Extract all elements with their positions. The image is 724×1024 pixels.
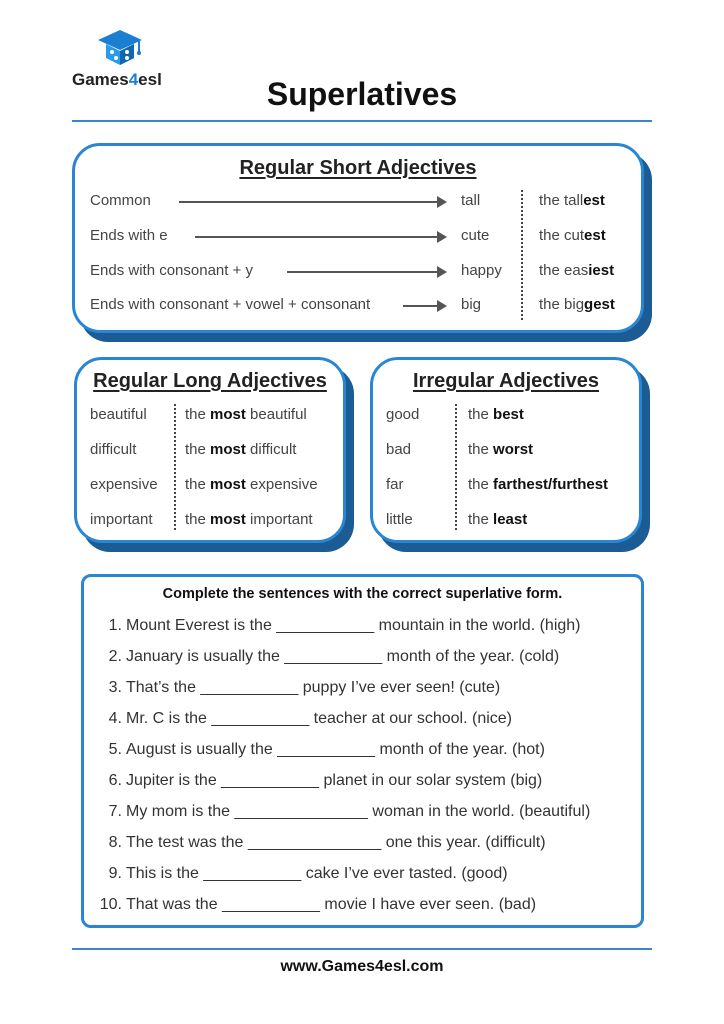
column-divider: [174, 404, 176, 530]
superlative-form: the best: [468, 406, 524, 423]
base-adjective: far: [386, 476, 404, 493]
footer-url: www.Games4esl.com: [280, 958, 444, 975]
base-adjective: important: [90, 511, 153, 528]
arrow-icon: [403, 305, 445, 307]
column-divider: [521, 190, 523, 320]
page-title: Superlatives: [266, 76, 458, 112]
superlative-form: the biggest: [539, 296, 615, 313]
regular-short-title: Regular Short Adjectives: [239, 157, 477, 179]
arrow-icon: [287, 271, 445, 273]
column-divider: [455, 404, 457, 530]
base-adjective: beautiful: [90, 406, 147, 423]
base-adjective: tall: [461, 192, 481, 209]
base-adjective: good: [386, 406, 420, 423]
regular-long-box: [74, 357, 346, 543]
exercise-item: 6. Jupiter is the ___________ planet in our solar system (big): [108, 772, 543, 789]
exercise-item: 3. That’s the ___________ puppy I’ve ever seen! (cute): [108, 679, 501, 696]
regular-short-box: [72, 143, 644, 333]
rule-label: Common: [90, 192, 151, 209]
superlative-form: the easiest: [539, 262, 615, 279]
rule-label: Ends with e: [90, 227, 168, 244]
superlative-form: the most expensive: [185, 476, 318, 493]
exercise-item: 8. The test was the _______________ one this year. (difficult): [108, 834, 546, 851]
brand-name: Games4esl: [72, 70, 162, 89]
exercise-item: 9. This is the ___________ cake I’ve ever tasted. (good): [108, 865, 508, 882]
regular-long-title: Regular Long Adjectives: [93, 370, 327, 392]
footer-divider: [72, 948, 652, 950]
superlative-form: the most important: [185, 511, 313, 528]
superlative-form: the tallest: [539, 192, 605, 209]
rule-label: Ends with consonant + y: [90, 262, 254, 279]
superlative-form: the cutest: [539, 227, 606, 244]
superlative-form: the least: [468, 511, 528, 528]
base-adjective: difficult: [90, 441, 137, 458]
base-adjective: expensive: [90, 476, 158, 493]
superlative-form: the worst: [468, 441, 534, 458]
irregular-title: Irregular Adjectives: [412, 370, 599, 392]
exercise-item: 4. Mr. C is the ___________ teacher at our school. (nice): [108, 710, 512, 727]
base-adjective: bad: [386, 441, 412, 458]
superlative-form: the most beautiful: [185, 406, 307, 423]
base-adjective: cute: [461, 227, 490, 244]
arrow-icon: [179, 201, 445, 203]
rule-label: Ends with consonant + vowel + consonant: [90, 296, 371, 313]
exercise-item: 10. That was the ___________ movie I have ever seen. (bad): [99, 896, 537, 913]
superlative-form: the most difficult: [185, 441, 297, 458]
exercise-item: 5. August is usually the ___________ month of the year. (hot): [108, 741, 545, 758]
base-adjective: happy: [461, 262, 502, 279]
irregular-box: [370, 357, 642, 543]
base-adjective: little: [386, 511, 413, 528]
arrow-icon: [195, 236, 445, 238]
header-divider: [72, 120, 652, 122]
exercise-instructions: Complete the sentences with the correct superlative form.: [162, 586, 563, 602]
exercise-item: 1. Mount Everest is the ___________ mountain in the world. (high): [108, 617, 581, 634]
base-adjective: big: [461, 296, 482, 313]
exercise-item: 2. January is usually the ___________ month of the year. (cold): [108, 648, 560, 665]
superlative-form: the farthest/furthest: [468, 476, 609, 493]
graduation-cap-dice-icon: [96, 28, 144, 68]
exercise-item: 7. My mom is the _______________ woman in the world. (beautiful): [108, 803, 591, 820]
